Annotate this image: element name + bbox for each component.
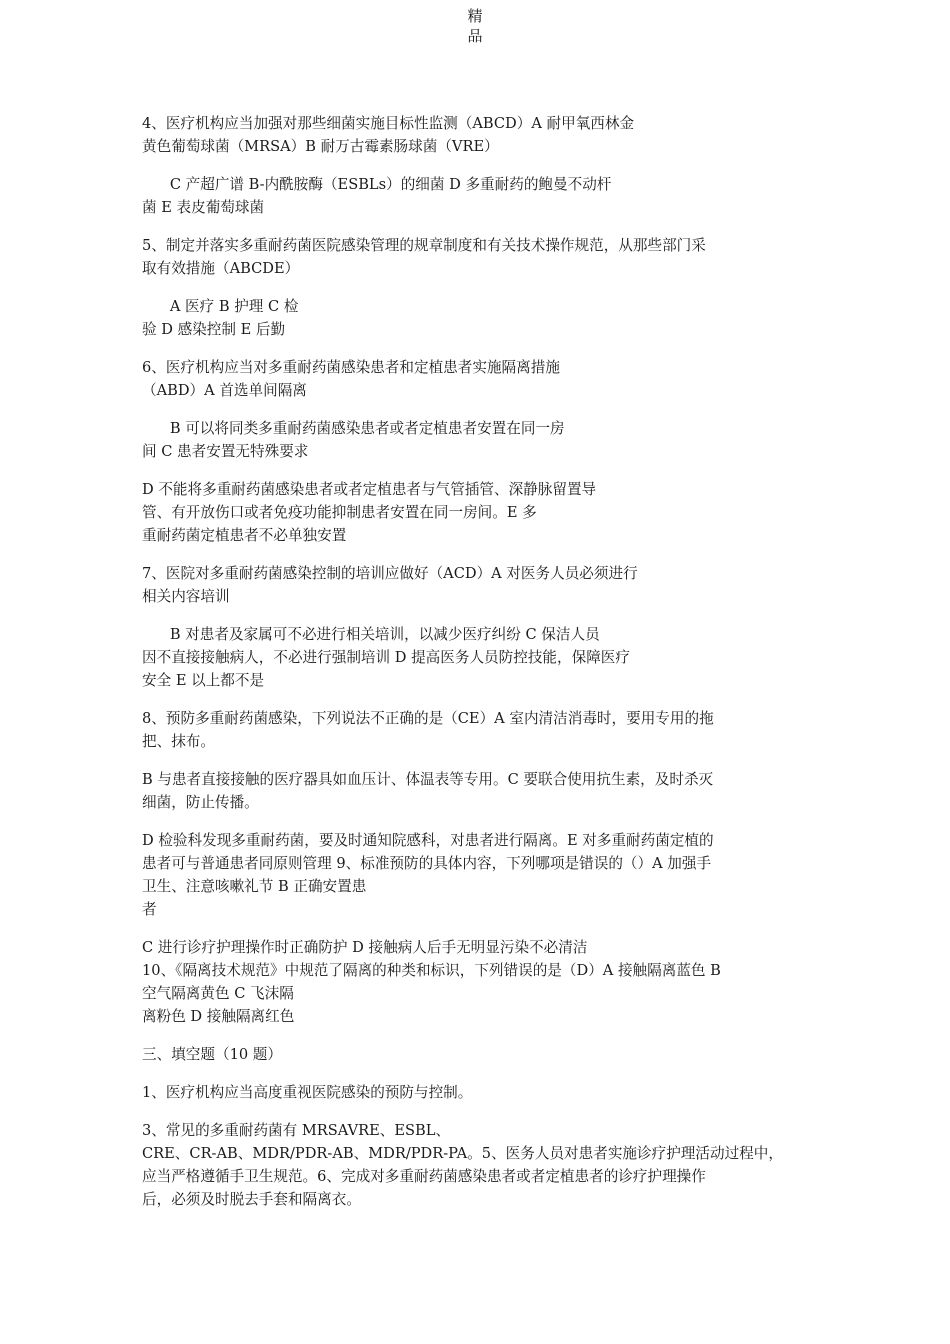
header-line-1: 精 bbox=[467, 7, 483, 25]
text-line: 把、抹布。 bbox=[142, 733, 215, 750]
text-line: 空气隔离黄色 C 飞沫隔 bbox=[142, 985, 294, 1002]
text-line: 菌 E 表皮葡萄球菌 bbox=[142, 199, 265, 216]
paragraph bbox=[142, 768, 807, 814]
text-line: 6、医疗机构应当对多重耐药菌感染患者和定植患者实施隔离措施 bbox=[142, 359, 560, 376]
text-line: A 医疗 B 护理 C 检 bbox=[142, 298, 299, 315]
text-line: CRE、CR-AB、MDR/PDR-AB、MDR/PDR-PA。5、医务人员对患者实施诊疗护理活动过程中， bbox=[142, 1145, 783, 1162]
page-header bbox=[0, 6, 950, 46]
text-line: 管、有开放伤口或者免疫功能抑制患者安置在同一房间。E 多 bbox=[142, 504, 537, 521]
text-line: D 不能将多重耐药菌感染患者或者定植患者与气管插管、深静脉留置导 bbox=[142, 481, 597, 498]
text-line: 卫生、注意咳嗽礼节 B 正确安置患 bbox=[142, 878, 367, 895]
paragraph bbox=[142, 936, 807, 1028]
text-line: 相关内容培训 bbox=[142, 588, 230, 605]
paragraph bbox=[142, 356, 807, 402]
paragraph bbox=[142, 173, 807, 219]
paragraph bbox=[142, 1119, 807, 1211]
paragraph bbox=[142, 295, 807, 341]
text-line: 取有效措施（ABCDE） bbox=[142, 260, 300, 277]
text-line: C 进行诊疗护理操作时正确防护 D 接触病人后手无明显污染不必清洁 bbox=[142, 939, 588, 956]
text-line: 7、医院对多重耐药菌感染控制的培训应做好（ACD）A 对医务人员必须进行 bbox=[142, 565, 638, 582]
paragraph bbox=[142, 1043, 807, 1066]
text-line: 5、制定并落实多重耐药菌医院感染管理的规章制度和有关技术操作规范，从那些部门采 bbox=[142, 237, 706, 254]
text-line: B 可以将同类多重耐药菌感染患者或者定植患者安置在同一房 bbox=[142, 420, 565, 437]
text-line: 间 C 患者安置无特殊要求 bbox=[142, 443, 309, 460]
text-line: 重耐药菌定植患者不必单独安置 bbox=[142, 527, 347, 544]
text-line: 细菌，防止传播。 bbox=[142, 794, 259, 811]
text-line: 8、预防多重耐药菌感染，下列说法不正确的是（CE）A 室内清洁消毒时，要用专用的拖 bbox=[142, 710, 714, 727]
text-line: 患者可与普通患者同原则管理 9、标准预防的具体内容，下列哪项是错误的（）A 加强手 bbox=[142, 855, 712, 872]
text-line: B 与患者直接接触的医疗器具如血压计、体温表等专用。C 要联合使用抗生素，及时杀灭 bbox=[142, 771, 714, 788]
text-line: （ABD）A 首选单间隔离 bbox=[142, 382, 307, 399]
text-line: 后，必须及时脱去手套和隔离衣。 bbox=[142, 1191, 361, 1208]
paragraph bbox=[142, 234, 807, 280]
paragraph bbox=[142, 562, 807, 608]
paragraph bbox=[142, 417, 807, 463]
paragraph bbox=[142, 623, 807, 692]
text-line: 黄色葡萄球菌（MRSA）B 耐万古霉素肠球菌（VRE） bbox=[142, 138, 499, 155]
text-line: 4、医疗机构应当加强对那些细菌实施目标性监测（ABCD）A 耐甲氧西林金 bbox=[142, 115, 635, 132]
text-line: 离粉色 D 接触隔离红色 bbox=[142, 1008, 295, 1025]
text-line: 10、《隔离技术规范》中规范了隔离的种类和标识，下列错误的是（D）A 接触隔离蓝色 B bbox=[142, 962, 721, 979]
paragraph bbox=[142, 707, 807, 753]
paragraph bbox=[142, 478, 807, 547]
document-body bbox=[142, 112, 807, 1226]
text-line: 者 bbox=[142, 901, 157, 918]
text-line: 验 D 感染控制 E 后勤 bbox=[142, 321, 286, 338]
text-line: 应当严格遵循手卫生规范。6、完成对多重耐药菌感染患者或者定植患者的诊疗护理操作 bbox=[142, 1168, 706, 1185]
paragraph bbox=[142, 829, 807, 921]
paragraph bbox=[142, 112, 807, 158]
text-line: 3、常见的多重耐药菌有 MRSAVRE、ESBL、 bbox=[142, 1122, 451, 1139]
text-line: B 对患者及家属可不必进行相关培训，以减少医疗纠纷 C 保洁人员 bbox=[142, 626, 600, 643]
text-line: 三、填空题（10 题） bbox=[142, 1046, 282, 1063]
paragraph bbox=[142, 1081, 807, 1104]
text-line: D 检验科发现多重耐药菌，要及时通知院感科，对患者进行隔离。E 对多重耐药菌定植的 bbox=[142, 832, 714, 849]
text-line: 1、医疗机构应当高度重视医院感染的预防与控制。 bbox=[142, 1084, 473, 1101]
text-line: 因不直接接触病人，不必进行强制培训 D 提高医务人员防控技能，保障医疗 bbox=[142, 649, 630, 666]
text-line: 安全 E 以上都不是 bbox=[142, 672, 265, 689]
header-line-2: 品 bbox=[467, 27, 483, 45]
text-line: C 产超广谱 B-内酰胺酶（ESBLs）的细菌 D 多重耐药的鲍曼不动杆 bbox=[142, 176, 612, 193]
